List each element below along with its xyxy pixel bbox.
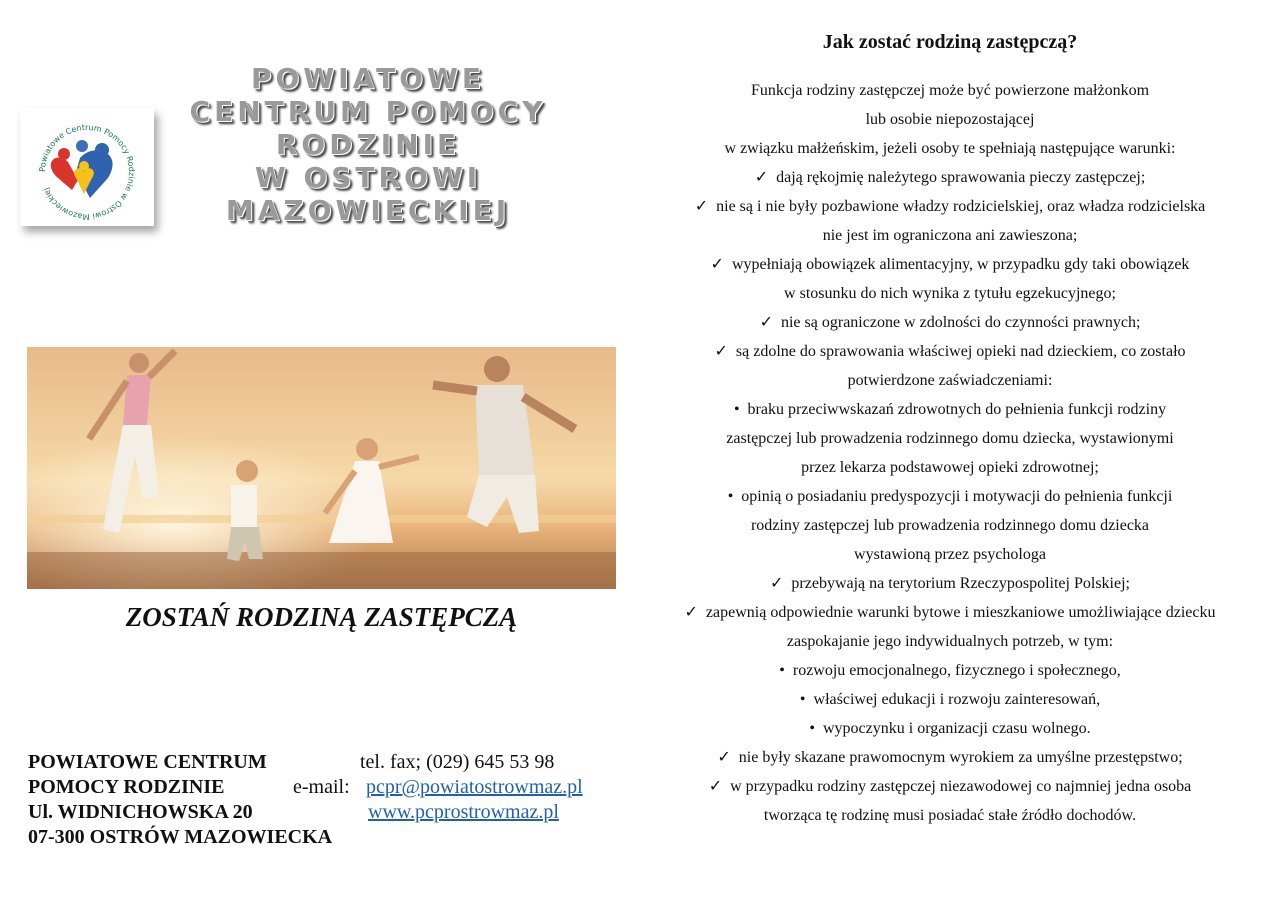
requirement-text: są zdolne do sprawowania właściwej opieki nad dzieckiem, co zostało (735, 343, 1186, 360)
email-label: e-mail: (293, 776, 350, 798)
requirement-text: zapewnią odpowiednie warunki bytowe i mieszkaniowe umożliwiające dziecku (705, 604, 1216, 621)
requirement-line (636, 714, 1264, 743)
requirement-line (636, 772, 1264, 801)
requirement-text: lub osobie niepozostającej (865, 111, 1035, 128)
requirements-heading: Jak zostać rodziną zastępczą? (822, 31, 1078, 53)
requirement-line (636, 453, 1264, 482)
requirement-text: Funkcja rodziny zastępczej może być powierzone małżonkom (750, 82, 1150, 99)
requirement-text: w związku małżeńskim, jeżeli osoby te spełniają następujące warunki: (724, 140, 1176, 157)
requirement-text: wypoczynku i organizacji czasu wolnego. (822, 720, 1091, 737)
checkmark-icon: ✓ (684, 604, 698, 621)
org-title-line: RODZINIE (275, 128, 461, 161)
organization-logo (20, 108, 154, 226)
organization-title (168, 62, 568, 227)
requirements-list (636, 76, 1264, 830)
phone-fax: tel. fax; (029) 645 53 98 (360, 751, 555, 773)
checkmark-icon: ✓ (708, 778, 723, 795)
requirement-line (636, 511, 1264, 540)
family-jumping-beach-image (27, 347, 616, 589)
requirement-text: braku przeciwwskazań zdrowotnych do pełnienia funkcji rodziny (747, 401, 1167, 418)
requirement-text: właściwej edukacji i rozwoju zainteresowań, (813, 691, 1101, 708)
family-hearts-logo-icon (20, 108, 154, 226)
requirement-text: przebywają na terytorium Rzeczypospolitej Polskiej; (791, 575, 1130, 592)
requirement-text: nie są ograniczone w zdolności do czynności prawnych; (780, 314, 1141, 331)
requirement-line (636, 627, 1264, 656)
bullet-icon: • (733, 401, 740, 418)
requirement-line (636, 192, 1264, 221)
org-title-line: POWIATOWE (250, 62, 486, 95)
requirement-text: zaspokajanie jego indywidualnych potrzeb, w tym: (786, 633, 1114, 650)
requirement-text: tworząca tę rodzinę musi posiadać stałe źródło dochodów. (763, 807, 1137, 824)
checkmark-icon: ✓ (770, 575, 784, 592)
email-link[interactable]: pcpr@powiatostrowmaz.pl (366, 776, 583, 798)
requirement-line (636, 337, 1264, 366)
bullet-icon: • (799, 691, 806, 708)
contact-name-line: 07-300 OSTRÓW MAZOWIECKA (28, 826, 333, 848)
requirement-line (636, 656, 1264, 685)
requirements-section (636, 28, 1264, 830)
requirement-text: dają rękojmię należytego sprawowania pieczy zastępczej; (776, 169, 1146, 186)
contact-name-line: POMOCY RODZINIE (28, 776, 225, 798)
requirement-line (636, 540, 1264, 569)
requirement-text: potwierdzone zaświadczeniami: (847, 372, 1053, 389)
requirement-text: zastępczej lub prowadzenia rodzinnego domu dziecka, wystawionymi (726, 430, 1174, 447)
requirement-text: w stosunku do nich wynika z tytułu egzekucyjnego; (784, 285, 1116, 302)
requirement-text: rozwoju emocjonalnego, fizycznego i społecznego, (792, 662, 1121, 679)
requirement-line (636, 221, 1264, 250)
requirement-line (636, 424, 1264, 453)
requirement-line (636, 279, 1264, 308)
bullet-icon: • (727, 488, 734, 505)
requirement-line (636, 366, 1264, 395)
requirement-text: przez lekarza podstawowej opieki zdrowotnej; (801, 459, 1099, 476)
org-title-line: MAZOWIECKIEJ (225, 194, 511, 227)
requirement-line (636, 395, 1264, 424)
requirement-line (636, 105, 1264, 134)
contact-name-line: POWIATOWE CENTRUM (28, 751, 267, 773)
checkmark-icon: ✓ (710, 256, 724, 273)
requirement-line (636, 569, 1264, 598)
org-title-line: W OSTROWI (254, 161, 482, 194)
website-link[interactable]: www.pcprostrowmaz.pl (368, 801, 559, 823)
requirement-text: opinią o posiadaniu predyspozycji i motywacji do pełnienia funkcji (741, 488, 1173, 505)
checkmark-icon: ✓ (717, 749, 731, 766)
checkmark-icon: ✓ (694, 198, 709, 215)
requirement-text: w przypadku rodziny zastępczej niezawodowej co najmniej jedna osoba (730, 778, 1192, 795)
requirement-line (636, 76, 1264, 105)
requirement-line (636, 801, 1264, 830)
requirement-text: nie jest im ograniczona ani zawieszona; (822, 227, 1078, 244)
requirement-line (636, 134, 1264, 163)
checkmark-icon: ✓ (759, 314, 773, 331)
checkmark-icon: ✓ (754, 169, 769, 186)
bullet-icon: • (779, 662, 785, 679)
requirement-line (636, 743, 1264, 772)
checkmark-icon: ✓ (714, 343, 728, 360)
requirement-text: wypełniają obowiązek alimentacyjny, w przypadku gdy taki obowiązek (731, 256, 1190, 273)
requirement-line (636, 482, 1264, 511)
requirement-text: rodziny zastępczej lub prowadzenia rodzinnego domu dziecka (750, 517, 1150, 534)
bullet-icon: • (809, 720, 815, 737)
requirement-line (636, 163, 1264, 192)
contact-name-line: Ul. WIDNICHOWSKA 20 (28, 801, 253, 823)
requirement-line (636, 598, 1264, 627)
requirement-text: nie są i nie były pozbawione władzy rodzicielskiej, oraz władza rodzicielska (716, 198, 1206, 215)
logo-ring-text: Powiatowe Centrum Pomocy Rodzinie w Ostrowi Mazowieckiej (37, 122, 137, 222)
requirement-text: nie były skazane prawomocnym wyrokiem za umyślne przestępstwo; (738, 749, 1183, 766)
slogan-heading: ZOSTAŃ RODZINĄ ZASTĘPCZĄ (125, 602, 518, 632)
requirement-text: wystawioną przez psychologa (854, 546, 1046, 563)
family-beach-photo (27, 347, 616, 589)
org-title-line: CENTRUM POMOCY (189, 95, 547, 128)
requirement-line (636, 685, 1264, 714)
requirement-line (636, 308, 1264, 337)
requirement-line (636, 250, 1264, 279)
